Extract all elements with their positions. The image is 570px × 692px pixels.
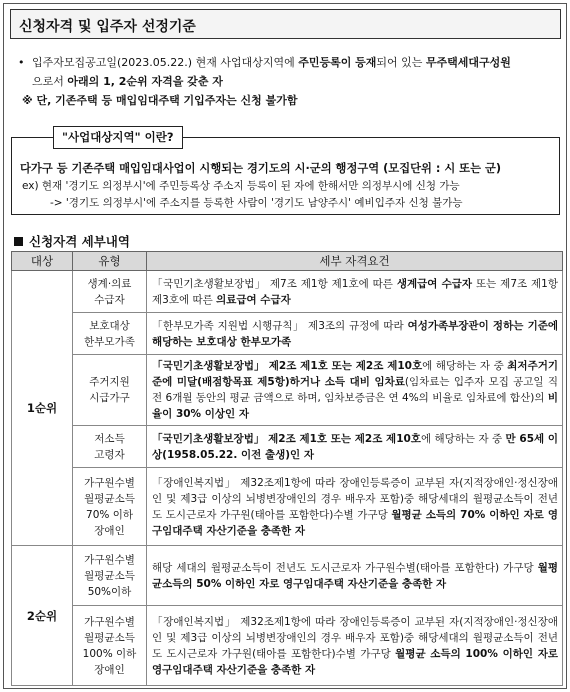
section-heading: 신청자격 세부내역: [14, 232, 130, 250]
type-line: 100% 이하: [82, 647, 137, 660]
type-cell: [73, 355, 147, 426]
square-bullet-icon: [14, 237, 23, 246]
type-line: 가구원수별: [84, 476, 135, 489]
type-cell: [73, 468, 147, 546]
table-row: [12, 468, 563, 546]
requirement-text: 비율이 30% 이상인 자: [152, 392, 558, 420]
intro-note: ※ 단, 기존주택 등 매입임대주택 기입주자는 신청 불가함: [22, 94, 298, 107]
requirement-text: 월평균 소득의 100% 이하인 자로 영구임대주택 자산기준을 충족한 자: [152, 647, 558, 676]
definition-main: 다가구 등 기존주택 매입임대사업이 시행되는 경기도의 시·군의 행정구역 (모집단위 : 시 또는 군): [20, 162, 502, 175]
header-type: 유형: [73, 252, 147, 271]
requirement-text: 「한부모가족 지원법 시행규칙」 제3조의 규정에 따라: [152, 319, 408, 332]
bullet-icon: •: [18, 56, 25, 69]
type-line: 수급자: [94, 293, 125, 306]
requirement-text: 만 65세 이상(1958.05.22. 이전 출생)인 자: [152, 432, 558, 461]
type-line: 70% 이하: [86, 508, 133, 521]
intro-line-1: 입주자모집공고일(2023.05.22.) 현재 사업대상지역에 주민등록이 등재되어 있는 무주택세대구성원: [32, 56, 511, 69]
requirement-text: 최저주거기준에 미달(배점항목표 제5항)하거나 소득 대비 임차료: [152, 360, 558, 388]
type-line: 저소득: [94, 432, 125, 445]
requirement-text: 월평균 소득의 70% 이하인 자로 영구임대주택 자산기준을 충족한 자: [152, 508, 558, 537]
table-row: [12, 546, 563, 606]
grade-2: 2순위: [12, 546, 73, 686]
eligibility-table: [11, 251, 563, 686]
type-line: 월평균소득: [84, 631, 135, 644]
requirement-text: 또는 제7조 제1항 제3호에 따른: [152, 277, 559, 306]
title-box: [10, 9, 561, 39]
header-requirements: 세부 자격요건: [147, 252, 563, 271]
requirement-text: 에 해당하는 자 중: [420, 432, 506, 445]
requirement-cell: [147, 313, 563, 355]
type-cell: [73, 271, 147, 313]
requirement-text: 「국민기초생활보장법」 제2조 제1호 또는 제2조 제10호: [152, 432, 421, 445]
type-line: 50%이하: [87, 585, 132, 598]
type-line: 보호대상: [89, 319, 130, 332]
requirement-text: 해당 세대의 월평균소득이 전년도 도시근로자 가구원수별(태아를 포함한다) 가구당: [152, 561, 538, 574]
intro-line-2: 으로서 아래의 1, 2순위 자격을 갖춘 자: [32, 75, 223, 88]
table-header-row: [12, 252, 563, 271]
definition-example: ex) 현재 '경기도 의정부시'에 주민등록상 주소지 등록이 된 자에 한해서만 의정부시에 신청 가능: [22, 180, 460, 192]
header-target: 대상: [12, 252, 73, 271]
table-row: [12, 426, 563, 468]
type-line: 장애인: [94, 524, 125, 537]
requirement-text: 에 해당하는 자 중: [422, 360, 508, 372]
requirement-cell: [147, 546, 563, 606]
definition-example-2: -> '경기도 의정부시'에 주소지를 등록한 사람이 '경기도 남양주시' 예비입주자 신청 불가능: [50, 197, 463, 209]
requirement-cell: [147, 426, 563, 468]
type-line: 월평균소득: [84, 492, 135, 505]
grade-1: 1순위: [12, 271, 73, 546]
requirement-text: 「국민기초생활보장법」 제2조 제1호 또는 제2조 제10호: [152, 360, 423, 372]
type-line: 시급가구: [89, 392, 130, 404]
requirement-text: 「장애인복지법」 제32조제1항에 따라 장애인등록증이 교부된 자(지적장애인·정신장애인 및 제3급 이상의 뇌병변장애인의 경우 배우자 포함)중 해당세대의 월평균소득이 전년도 도시근로자 가구원(태아를 포함한다)수별 가구당: [152, 476, 558, 521]
type-cell: [73, 313, 147, 355]
requirement-text: 「국민기초생활보장법」 제7조 제1항 제1호에 따른: [152, 277, 397, 290]
type-line: 장애인: [94, 663, 125, 676]
table-row: [12, 313, 563, 355]
table-row: [12, 355, 563, 426]
type-cell: [73, 426, 147, 468]
type-line: 가구원수별: [84, 615, 135, 628]
type-cell: [73, 606, 147, 686]
requirement-cell: [147, 468, 563, 546]
table-row: [12, 606, 563, 686]
requirement-text: 생계급여 수급자: [396, 277, 473, 290]
page-title: 신청자격 및 입주자 선정기준: [19, 19, 196, 35]
type-cell: [73, 546, 147, 606]
requirement-text: 「장애인복지법」 제32조제1항에 따라 장애인등록증이 교부된 자(지적장애인·정신장애인 및 제3급 이상의 뇌병변장애인의 경우 배우자 포함)중 해당세대의 월평균소득이 전년도 도시근로자 가구원(태아를 포함한다)수별 가구당: [152, 615, 558, 660]
requirement-text: 월평균소득의 50% 이하인 자로 영구임대주택 자산기준을 충족한 자: [152, 561, 558, 590]
type-line: 생계·의료: [87, 277, 132, 290]
type-line: 한부모가족: [84, 335, 135, 348]
requirement-text: 여성가족부장관이 정하는 기준에 해당하는 보호대상 한부모가족: [152, 319, 559, 348]
requirement-cell: [147, 355, 563, 426]
requirement-cell: [147, 271, 563, 313]
intro-block: [20, 53, 560, 110]
type-line: 주거지원: [89, 376, 130, 388]
definition-tab: "사업대상지역" 이란?: [53, 126, 183, 149]
type-line: 가구원수별: [84, 553, 135, 566]
requirement-cell: [147, 606, 563, 686]
requirement-text: 의료급여 수급자: [216, 293, 291, 306]
document-page: [3, 3, 567, 689]
type-line: 월평균소득: [84, 569, 135, 582]
table-row: [12, 271, 563, 313]
type-line: 고령자: [94, 448, 125, 461]
requirement-text: (임차료는 입주자 모집 공고일 직전 6개월 동안의 평균 금액으로 하며, 임차보증금은 연 4%의 비율로 임차료에 합산)의: [152, 376, 558, 404]
